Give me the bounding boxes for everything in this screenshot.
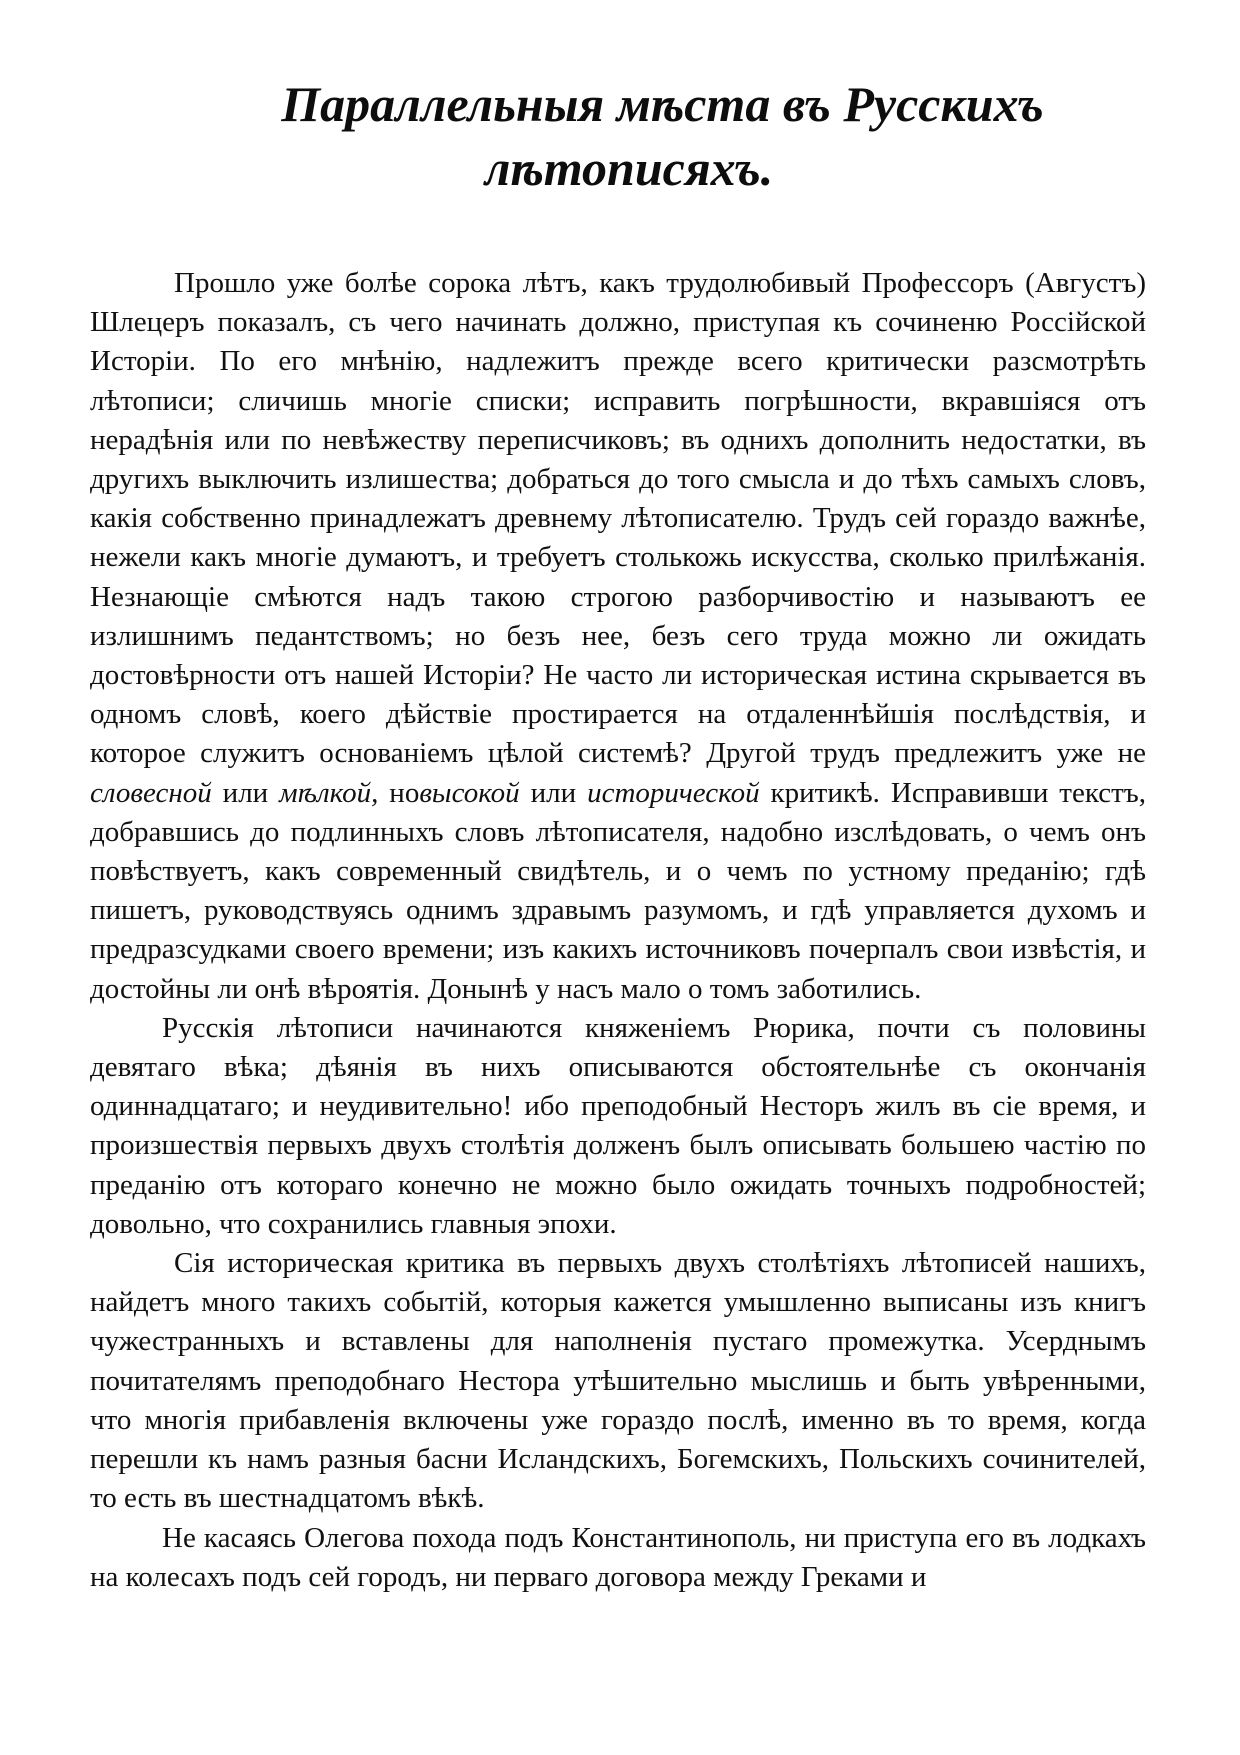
paragraph-1-text-3: но bbox=[378, 776, 420, 809]
document-body bbox=[90, 264, 1146, 1597]
paragraph-1 bbox=[90, 264, 1146, 1009]
paragraph-3 bbox=[90, 1244, 1146, 1518]
paragraph-4-text: Не касаясь Олегова похода подъ Константинополь, ни приступа его въ лодкахъ на колесахъ подъ сей городъ, ни перваго договора между Греками и bbox=[90, 1521, 1146, 1593]
title-line-1: Параллельныя мѣста въ Русскихъ bbox=[281, 76, 1044, 132]
paragraph-1-text-2: или bbox=[211, 776, 280, 809]
paragraph-1-italic-3: высокой bbox=[419, 776, 520, 809]
paragraph-1-italic-4: исторической bbox=[587, 776, 760, 809]
paragraph-1-text-1: Прошло уже болѣе сорока лѣтъ, какъ трудолюбивый Профессоръ (Августъ) Шлецеръ показалъ, съ чего начинать должно, приступая къ сочиненю Россійской Исторіи. По его мнѣнію, надлежитъ прежде всего критически разсмотрѣть лѣтописи; сличишь многіе списки; исправить погрѣшности, вкравшіяся отъ нерадѣнія или по невѣжеству переписчиковъ; въ однихъ дополнить недостатки, въ другихъ выключить излишества; добраться до того смысла и до тѣхъ самыхъ словъ, какія собственно принадлежатъ древнему лѣтописателю. Трудъ сей гораздо важнѣе, нежели какъ многіе думаютъ, и требуетъ столькожь искусства, сколько прилѣжанія. Незнающіе смѣются надъ такою строгою разборчивостію и называютъ ее излишнимъ педантствомъ; но безъ нее, безъ сего труда можно ли ожидать достовѣрности отъ нашей Исторіи? Не часто ли историческая истина скрывается въ одномъ словѣ, коего дѣйствіе простирается на отдаленнѣйшія послѣдствія, и которое служитъ основаніемъ цѣлой системѣ? Другой трудъ предлежитъ уже не bbox=[90, 267, 1146, 770]
paragraph-1-italic-2: мѣлкой, bbox=[279, 776, 379, 809]
paragraph-1-text-4: или bbox=[519, 776, 588, 809]
document-title bbox=[0, 72, 1240, 200]
paragraph-4 bbox=[90, 1519, 1146, 1597]
title-line-2: лѣтописяхъ. bbox=[484, 140, 774, 196]
paragraph-3-text: Сія историческая критика въ первыхъ двухъ столѣтіяхъ лѣтописей нашихъ, найдетъ много такихъ событій, которыя кажется умышленно выписаны изъ книгъ чужестранныхъ и вставлены для наполненія пустаго промежутка. Усерднымъ почитателямъ преподобнаго Нестора утѣшительно мыслишь и быть увѣренными, что многія прибавленія включены уже гораздо послѣ, именно въ то время, когда перешли къ намъ разныя басни Исландскихъ, Богемскихъ, Польскихъ сочинителей, то есть въ шестнадцатомъ вѣкѣ. bbox=[90, 1247, 1146, 1515]
paragraph-1-text-5: критикѣ. Исправивши текстъ, добравшись до подлинныхъ словъ лѣтописателя, надобно изслѣдовать, о чемъ онъ повѣствуетъ, какъ современный свидѣтель, и о чемъ по устному преданію; гдѣ пишетъ, руководствуясь однимъ здравымъ разумомъ, и гдѣ управляется духомъ и предразсудками своего времени; изъ какихъ источниковъ почерпалъ свои извѣстія, и достойны ли онѣ вѣроятія. Донынѣ у насъ мало о томъ заботились. bbox=[90, 776, 1146, 1005]
paragraph-1-italic-1: словесной bbox=[90, 776, 212, 809]
paragraph-2-text: Русскія лѣтописи начинаются княженіемъ Рюрика, почти съ половины девятаго вѣка; дѣянія въ нихъ описываются обстоятельнѣе съ окончанія одиннадцатаго; и неудивительно! ибо преподобный Несторъ жилъ въ сіе время, и произшествія первыхъ двухъ столѣтія долженъ былъ описывать большею частію по преданію отъ котораго конечно не можно было ожидать точныхъ подробностей; довольно, что сохранились главныя эпохи. bbox=[90, 1011, 1146, 1240]
paragraph-2 bbox=[90, 1009, 1146, 1244]
